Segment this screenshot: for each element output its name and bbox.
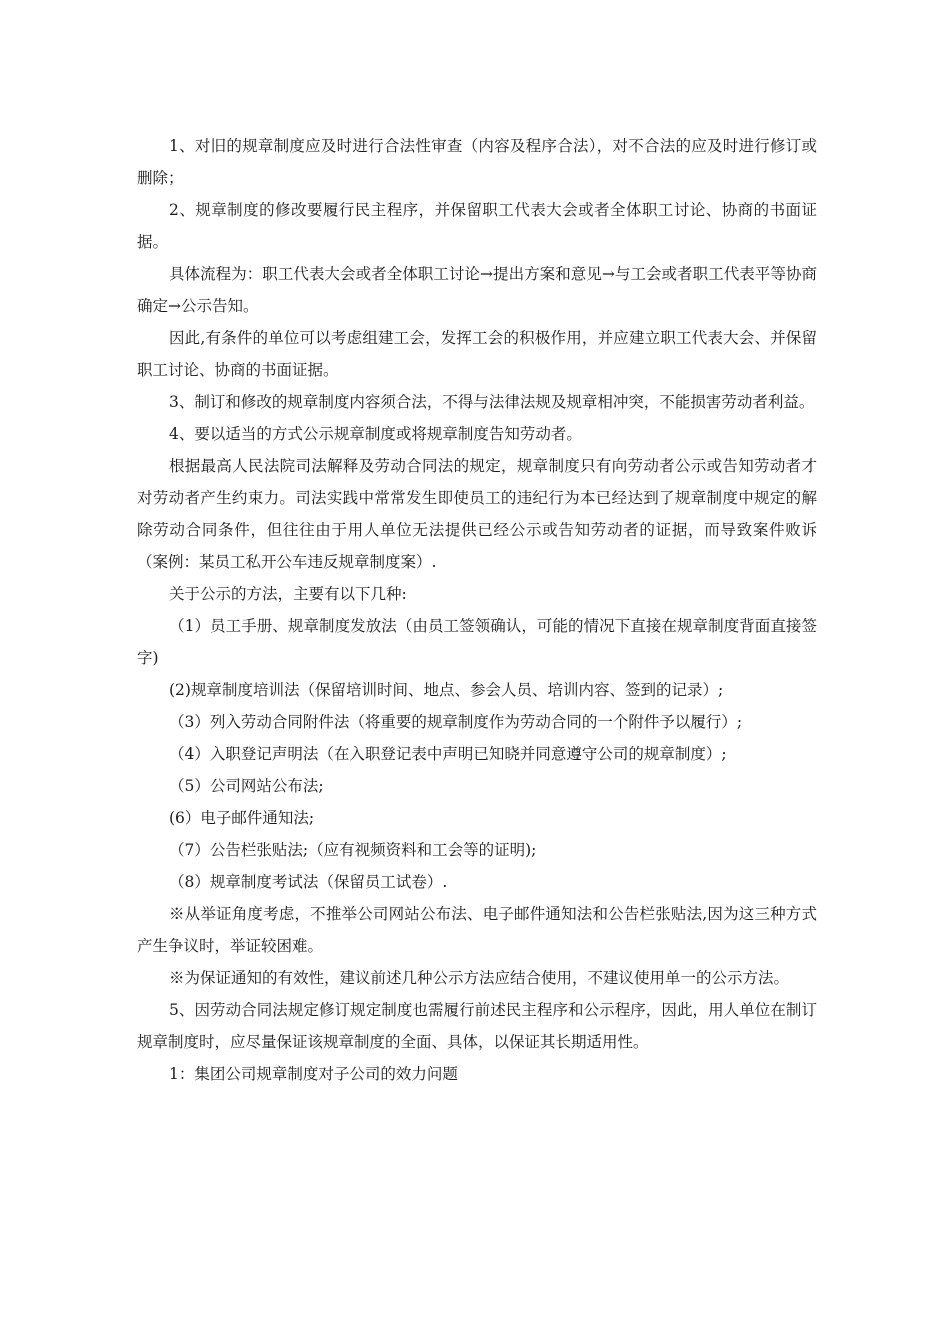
- paragraph-process-flow: 具体流程为：职工代表大会或者全体职工讨论→提出方案和意见→与工会或者职工代表平等协商确定→公示告知。: [137, 265, 817, 315]
- paragraph-democratic-procedure: 2、规章制度的修改要履行民主程序，并保留职工代表大会或者全体职工讨论、协商的书面证据。: [137, 201, 817, 251]
- list-item-method-5: （5）公司网站公布法;: [169, 777, 324, 795]
- paragraph-union-suggestion: 因此,有条件的单位可以考虑组建工会，发挥工会的积极作用，并应建立职工代表大会、并保留职工讨论、协商的书面证据。: [137, 329, 817, 379]
- note-combined-use: ※为保证通知的有效性，建议前述几种公示方法应结合使用，不建议使用单一的公示方法。: [169, 969, 790, 987]
- paragraph-publicity-methods-intro: 关于公示的方法，主要有以下几种:: [169, 585, 407, 603]
- list-item-method-2: (2)规章制度培训法（保留培训时间、地点、参会人员、培训内容、签到的记录）;: [169, 681, 724, 699]
- list-item-method-1: （1）员工手册、规章制度发放法（由员工签领确认，可能的情况下直接在规章制度背面直接签字): [137, 617, 817, 667]
- note-evidence-perspective: ※从举证角度考虑，不推举公司网站公布法、电子邮件通知法和公告栏张贴法,因为这三种方式产生争议时，举证较困难。: [137, 905, 817, 955]
- list-item-method-8: （8）规章制度考试法（保留员工试卷）.: [169, 873, 448, 891]
- list-item-method-4: （4）入职登记声明法（在入职登记表中声明已知晓并同意遵守公司的规章制度）;: [169, 745, 727, 763]
- section-heading-group-company: 1：集团公司规章制度对子公司的效力问题: [169, 1065, 458, 1083]
- paragraph-publicize-rules: 4、要以适当的方式公示规章制度或将规章制度告知劳动者。: [169, 425, 582, 443]
- list-item-method-6: (6）电子邮件通知法;: [169, 809, 315, 827]
- document-body: [137, 130, 817, 1090]
- paragraph-legal-content: 3、制订和修改的规章制度内容须合法，不得与法律法规及规章相冲突，不能损害劳动者利益。: [169, 393, 815, 411]
- paragraph-judicial-interpretation: 根据最高人民法院司法解释及劳动合同法的规定，规章制度只有向劳动者公示或告知劳动者才对劳动者产生约束力。司法实践中常常发生即使员工的违纪行为本已经达到了规章制度中规定的解除劳动合同条件，但往往由于用人单位无法提供已经公示或告知劳动者的证据，而导致案件败诉（案例：某员工私开公车违反规章制度案）.: [137, 457, 817, 571]
- list-item-method-7: （7）公告栏张贴法;（应有视频资料和工会等的证明);: [169, 841, 537, 859]
- paragraph-review-old-rules: 1、对旧的规章制度应及时进行合法性审查（内容及程序合法），对不合法的应及时进行修订或删除；: [137, 137, 817, 187]
- paragraph-long-term-applicability: 5、因劳动合同法规定修订规定制度也需履行前述民主程序和公示程序，因此，用人单位在制订规章制度时，应尽量保证该规章制度的全面、具体，以保证其长期适用性。: [137, 1001, 817, 1051]
- list-item-method-3: （3）列入劳动合同附件法（将重要的规章制度作为劳动合同的一个附件予以履行）;: [169, 713, 743, 731]
